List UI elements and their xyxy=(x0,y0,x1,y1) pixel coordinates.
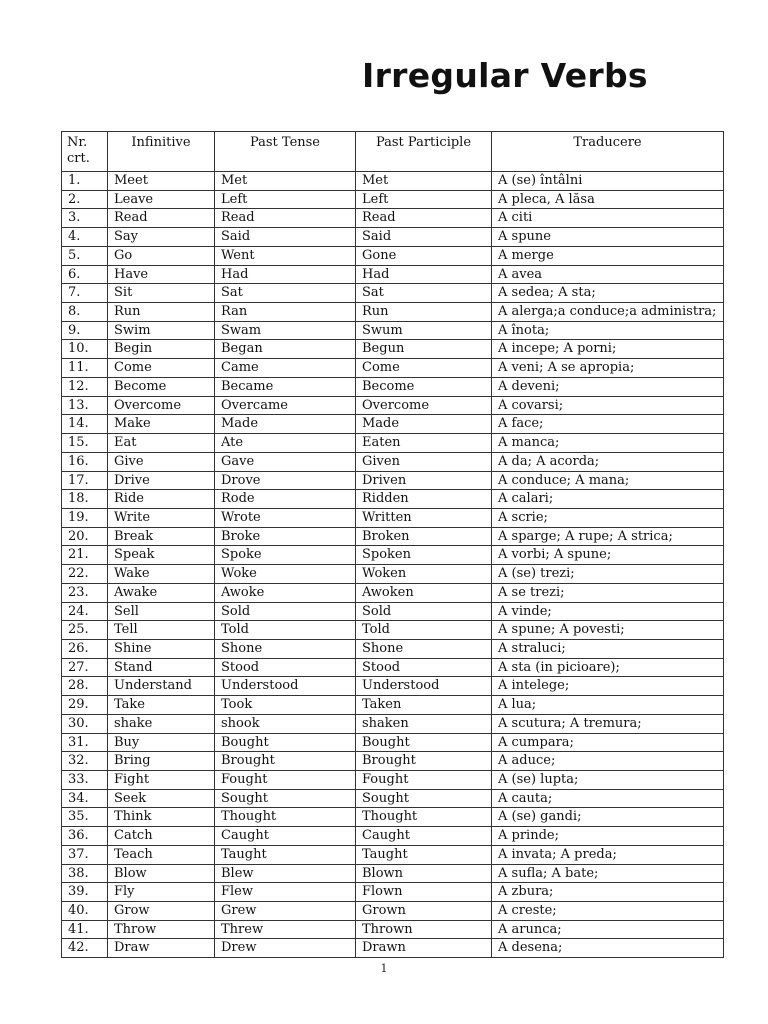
past-participle-cell: Taken xyxy=(356,696,492,715)
row-number-cell: 5. xyxy=(62,246,108,265)
table-row xyxy=(62,172,724,191)
past-participle-cell: Had xyxy=(356,265,492,284)
past-tense-cell: Told xyxy=(215,621,356,640)
past-participle-cell: Eaten xyxy=(356,434,492,453)
translation-cell: A vinde; xyxy=(492,602,724,621)
translation-cell: A sedea; A sta; xyxy=(492,284,724,303)
past-participle-cell: Thrown xyxy=(356,920,492,939)
translation-cell: A veni; A se apropia; xyxy=(492,359,724,378)
row-number-cell: 37. xyxy=(62,845,108,864)
infinitive-cell: Bring xyxy=(108,752,215,771)
past-tense-cell: Ate xyxy=(215,434,356,453)
row-number-cell: 19. xyxy=(62,508,108,527)
past-tense-cell: Thought xyxy=(215,808,356,827)
infinitive-cell: Give xyxy=(108,452,215,471)
translation-cell: A da; A acorda; xyxy=(492,452,724,471)
table-row xyxy=(62,771,724,790)
translation-cell: A prinde; xyxy=(492,827,724,846)
row-number-cell: 27. xyxy=(62,658,108,677)
row-number-cell: 8. xyxy=(62,303,108,322)
past-tense-cell: Rode xyxy=(215,490,356,509)
past-tense-cell: Broke xyxy=(215,527,356,546)
infinitive-cell: Begin xyxy=(108,340,215,359)
table-row xyxy=(62,527,724,546)
past-tense-cell: shook xyxy=(215,714,356,733)
translation-cell: A zbura; xyxy=(492,883,724,902)
row-number-cell: 41. xyxy=(62,920,108,939)
past-participle-cell: Said xyxy=(356,228,492,247)
translation-cell: A cauta; xyxy=(492,789,724,808)
past-participle-cell: Awoken xyxy=(356,583,492,602)
page-number: 1 xyxy=(380,962,388,975)
past-tense-cell: Stood xyxy=(215,658,356,677)
row-number-cell: 10. xyxy=(62,340,108,359)
past-tense-cell: Met xyxy=(215,172,356,191)
translation-cell: A vorbi; A spune; xyxy=(492,546,724,565)
table-row xyxy=(62,303,724,322)
past-participle-cell: Woken xyxy=(356,565,492,584)
past-tense-cell: Understood xyxy=(215,677,356,696)
translation-cell: A scutura; A tremura; xyxy=(492,714,724,733)
table-row xyxy=(62,902,724,921)
infinitive-cell: Wake xyxy=(108,565,215,584)
row-number-cell: 4. xyxy=(62,228,108,247)
row-number-cell: 35. xyxy=(62,808,108,827)
row-number-cell: 34. xyxy=(62,789,108,808)
infinitive-cell: Buy xyxy=(108,733,215,752)
past-participle-cell: Grown xyxy=(356,902,492,921)
header-traducere: Traducere xyxy=(492,132,724,172)
translation-cell: A desena; xyxy=(492,939,724,958)
past-tense-cell: Bought xyxy=(215,733,356,752)
row-number-cell: 40. xyxy=(62,902,108,921)
past-participle-cell: Met xyxy=(356,172,492,191)
table-row xyxy=(62,321,724,340)
row-number-cell: 16. xyxy=(62,452,108,471)
infinitive-cell: Sit xyxy=(108,284,215,303)
translation-cell: A conduce; A mana; xyxy=(492,471,724,490)
table-row xyxy=(62,434,724,453)
row-number-cell: 36. xyxy=(62,827,108,846)
row-number-cell: 22. xyxy=(62,565,108,584)
infinitive-cell: Eat xyxy=(108,434,215,453)
table-row xyxy=(62,583,724,602)
past-tense-cell: Took xyxy=(215,696,356,715)
translation-cell: A (se) întâlni xyxy=(492,172,724,191)
past-participle-cell: shaken xyxy=(356,714,492,733)
translation-cell: A spune; A povesti; xyxy=(492,621,724,640)
translation-cell: A sta (in picioare); xyxy=(492,658,724,677)
translation-cell: A creste; xyxy=(492,902,724,921)
row-number-cell: 29. xyxy=(62,696,108,715)
infinitive-cell: Swim xyxy=(108,321,215,340)
infinitive-cell: Shine xyxy=(108,639,215,658)
translation-cell: A (se) trezi; xyxy=(492,565,724,584)
past-participle-cell: Run xyxy=(356,303,492,322)
row-number-cell: 32. xyxy=(62,752,108,771)
translation-cell: A avea xyxy=(492,265,724,284)
table-row xyxy=(62,845,724,864)
table-row xyxy=(62,696,724,715)
past-participle-cell: Become xyxy=(356,377,492,396)
row-number-cell: 2. xyxy=(62,190,108,209)
past-participle-cell: Bought xyxy=(356,733,492,752)
infinitive-cell: Sell xyxy=(108,602,215,621)
past-tense-cell: Overcame xyxy=(215,396,356,415)
translation-cell: A intelege; xyxy=(492,677,724,696)
row-number-cell: 24. xyxy=(62,602,108,621)
infinitive-cell: Throw xyxy=(108,920,215,939)
table-row xyxy=(62,452,724,471)
table-row xyxy=(62,883,724,902)
past-tense-cell: Awoke xyxy=(215,583,356,602)
row-number-cell: 7. xyxy=(62,284,108,303)
table-row xyxy=(62,939,724,958)
past-tense-cell: Taught xyxy=(215,845,356,864)
infinitive-cell: Ride xyxy=(108,490,215,509)
past-participle-cell: Drawn xyxy=(356,939,492,958)
table-row xyxy=(62,490,724,509)
table-row xyxy=(62,733,724,752)
row-number-cell: 30. xyxy=(62,714,108,733)
past-participle-cell: Told xyxy=(356,621,492,640)
translation-cell: A spune xyxy=(492,228,724,247)
past-tense-cell: Blew xyxy=(215,864,356,883)
table-row xyxy=(62,415,724,434)
past-tense-cell: Ran xyxy=(215,303,356,322)
translation-cell: A se trezi; xyxy=(492,583,724,602)
past-tense-cell: Grew xyxy=(215,902,356,921)
infinitive-cell: Understand xyxy=(108,677,215,696)
past-participle-cell: Stood xyxy=(356,658,492,677)
row-number-cell: 31. xyxy=(62,733,108,752)
past-tense-cell: Said xyxy=(215,228,356,247)
translation-cell: A manca; xyxy=(492,434,724,453)
table-row xyxy=(62,658,724,677)
past-tense-cell: Read xyxy=(215,209,356,228)
infinitive-cell: shake xyxy=(108,714,215,733)
infinitive-cell: Leave xyxy=(108,190,215,209)
row-number-cell: 33. xyxy=(62,771,108,790)
table-body xyxy=(62,172,724,958)
table-row xyxy=(62,827,724,846)
translation-cell: A scrie; xyxy=(492,508,724,527)
past-participle-cell: Thought xyxy=(356,808,492,827)
translation-cell: A aduce; xyxy=(492,752,724,771)
past-tense-cell: Had xyxy=(215,265,356,284)
table-row xyxy=(62,377,724,396)
infinitive-cell: Run xyxy=(108,303,215,322)
past-tense-cell: Became xyxy=(215,377,356,396)
past-tense-cell: Sat xyxy=(215,284,356,303)
table-row xyxy=(62,209,724,228)
row-number-cell: 23. xyxy=(62,583,108,602)
infinitive-cell: Speak xyxy=(108,546,215,565)
translation-cell: A face; xyxy=(492,415,724,434)
past-tense-cell: Flew xyxy=(215,883,356,902)
infinitive-cell: Seek xyxy=(108,789,215,808)
past-participle-cell: Made xyxy=(356,415,492,434)
table-row xyxy=(62,808,724,827)
infinitive-cell: Make xyxy=(108,415,215,434)
row-number-cell: 1. xyxy=(62,172,108,191)
past-participle-cell: Given xyxy=(356,452,492,471)
past-tense-cell: Began xyxy=(215,340,356,359)
translation-cell: A lua; xyxy=(492,696,724,715)
infinitive-cell: Go xyxy=(108,246,215,265)
past-tense-cell: Threw xyxy=(215,920,356,939)
past-participle-cell: Written xyxy=(356,508,492,527)
past-participle-cell: Swum xyxy=(356,321,492,340)
infinitive-cell: Stand xyxy=(108,658,215,677)
past-participle-cell: Caught xyxy=(356,827,492,846)
infinitive-cell: Tell xyxy=(108,621,215,640)
translation-cell: A invata; A preda; xyxy=(492,845,724,864)
translation-cell: A incepe; A porni; xyxy=(492,340,724,359)
row-number-cell: 3. xyxy=(62,209,108,228)
past-tense-cell: Gave xyxy=(215,452,356,471)
table-row xyxy=(62,602,724,621)
row-number-cell: 12. xyxy=(62,377,108,396)
infinitive-cell: Blow xyxy=(108,864,215,883)
infinitive-cell: Read xyxy=(108,209,215,228)
row-number-cell: 21. xyxy=(62,546,108,565)
row-number-cell: 13. xyxy=(62,396,108,415)
infinitive-cell: Drive xyxy=(108,471,215,490)
past-tense-cell: Wrote xyxy=(215,508,356,527)
past-tense-cell: Brought xyxy=(215,752,356,771)
table-row xyxy=(62,228,724,247)
past-participle-cell: Blown xyxy=(356,864,492,883)
infinitive-cell: Fight xyxy=(108,771,215,790)
row-number-cell: 26. xyxy=(62,639,108,658)
row-number-cell: 11. xyxy=(62,359,108,378)
translation-cell: A sparge; A rupe; A strica; xyxy=(492,527,724,546)
infinitive-cell: Grow xyxy=(108,902,215,921)
row-number-cell: 20. xyxy=(62,527,108,546)
row-number-cell: 39. xyxy=(62,883,108,902)
table-header-row xyxy=(62,132,724,172)
translation-cell: A deveni; xyxy=(492,377,724,396)
row-number-cell: 25. xyxy=(62,621,108,640)
translation-cell: A sufla; A bate; xyxy=(492,864,724,883)
row-number-cell: 28. xyxy=(62,677,108,696)
past-tense-cell: Sought xyxy=(215,789,356,808)
past-tense-cell: Caught xyxy=(215,827,356,846)
table-row xyxy=(62,246,724,265)
header-infinitive: Infinitive xyxy=(108,132,215,172)
row-number-cell: 18. xyxy=(62,490,108,509)
table-row xyxy=(62,639,724,658)
infinitive-cell: Come xyxy=(108,359,215,378)
past-participle-cell: Left xyxy=(356,190,492,209)
infinitive-cell: Overcome xyxy=(108,396,215,415)
row-number-cell: 15. xyxy=(62,434,108,453)
past-participle-cell: Spoken xyxy=(356,546,492,565)
past-tense-cell: Woke xyxy=(215,565,356,584)
row-number-cell: 17. xyxy=(62,471,108,490)
infinitive-cell: Teach xyxy=(108,845,215,864)
past-tense-cell: Drove xyxy=(215,471,356,490)
infinitive-cell: Awake xyxy=(108,583,215,602)
past-tense-cell: Shone xyxy=(215,639,356,658)
translation-cell: A înota; xyxy=(492,321,724,340)
past-tense-cell: Went xyxy=(215,246,356,265)
past-participle-cell: Sat xyxy=(356,284,492,303)
past-participle-cell: Overcome xyxy=(356,396,492,415)
past-tense-cell: Fought xyxy=(215,771,356,790)
table-row xyxy=(62,920,724,939)
header-past-tense: Past Tense xyxy=(215,132,356,172)
translation-cell: A pleca, A lăsa xyxy=(492,190,724,209)
past-participle-cell: Broken xyxy=(356,527,492,546)
past-participle-cell: Read xyxy=(356,209,492,228)
infinitive-cell: Have xyxy=(108,265,215,284)
infinitive-cell: Meet xyxy=(108,172,215,191)
table-row xyxy=(62,359,724,378)
row-number-cell: 9. xyxy=(62,321,108,340)
past-participle-cell: Sold xyxy=(356,602,492,621)
past-participle-cell: Come xyxy=(356,359,492,378)
past-participle-cell: Understood xyxy=(356,677,492,696)
table-row xyxy=(62,621,724,640)
translation-cell: A alerga;a conduce;a administra; xyxy=(492,303,724,322)
translation-cell: A citi xyxy=(492,209,724,228)
past-participle-cell: Begun xyxy=(356,340,492,359)
infinitive-cell: Write xyxy=(108,508,215,527)
table-row xyxy=(62,546,724,565)
translation-cell: A (se) lupta; xyxy=(492,771,724,790)
infinitive-cell: Break xyxy=(108,527,215,546)
past-tense-cell: Spoke xyxy=(215,546,356,565)
past-participle-cell: Driven xyxy=(356,471,492,490)
table-row xyxy=(62,471,724,490)
infinitive-cell: Draw xyxy=(108,939,215,958)
infinitive-cell: Say xyxy=(108,228,215,247)
row-number-cell: 38. xyxy=(62,864,108,883)
past-tense-cell: Made xyxy=(215,415,356,434)
infinitive-cell: Catch xyxy=(108,827,215,846)
infinitive-cell: Think xyxy=(108,808,215,827)
table-row xyxy=(62,265,724,284)
past-participle-cell: Shone xyxy=(356,639,492,658)
past-tense-cell: Sold xyxy=(215,602,356,621)
table-row xyxy=(62,714,724,733)
table-row xyxy=(62,508,724,527)
past-participle-cell: Gone xyxy=(356,246,492,265)
header-past-participle: Past Participle xyxy=(356,132,492,172)
past-tense-cell: Came xyxy=(215,359,356,378)
table-row xyxy=(62,340,724,359)
row-number-cell: 14. xyxy=(62,415,108,434)
infinitive-cell: Fly xyxy=(108,883,215,902)
page-title: Irregular Verbs xyxy=(362,56,648,95)
table-row xyxy=(62,190,724,209)
table-row xyxy=(62,677,724,696)
translation-cell: A merge xyxy=(492,246,724,265)
table-row xyxy=(62,864,724,883)
row-number-cell: 6. xyxy=(62,265,108,284)
header-nr: Nr. crt. xyxy=(62,132,108,172)
past-tense-cell: Swam xyxy=(215,321,356,340)
table-row xyxy=(62,396,724,415)
irregular-verbs-table xyxy=(61,131,724,958)
infinitive-cell: Take xyxy=(108,696,215,715)
past-participle-cell: Ridden xyxy=(356,490,492,509)
past-tense-cell: Drew xyxy=(215,939,356,958)
past-participle-cell: Taught xyxy=(356,845,492,864)
table-row xyxy=(62,284,724,303)
translation-cell: A cumpara; xyxy=(492,733,724,752)
past-participle-cell: Sought xyxy=(356,789,492,808)
past-tense-cell: Left xyxy=(215,190,356,209)
translation-cell: A covarsi; xyxy=(492,396,724,415)
table-row xyxy=(62,752,724,771)
infinitive-cell: Become xyxy=(108,377,215,396)
translation-cell: A straluci; xyxy=(492,639,724,658)
past-participle-cell: Brought xyxy=(356,752,492,771)
past-participle-cell: Fought xyxy=(356,771,492,790)
table-row xyxy=(62,789,724,808)
row-number-cell: 42. xyxy=(62,939,108,958)
translation-cell: A arunca; xyxy=(492,920,724,939)
translation-cell: A (se) gandi; xyxy=(492,808,724,827)
table-row xyxy=(62,565,724,584)
past-participle-cell: Flown xyxy=(356,883,492,902)
translation-cell: A calari; xyxy=(492,490,724,509)
